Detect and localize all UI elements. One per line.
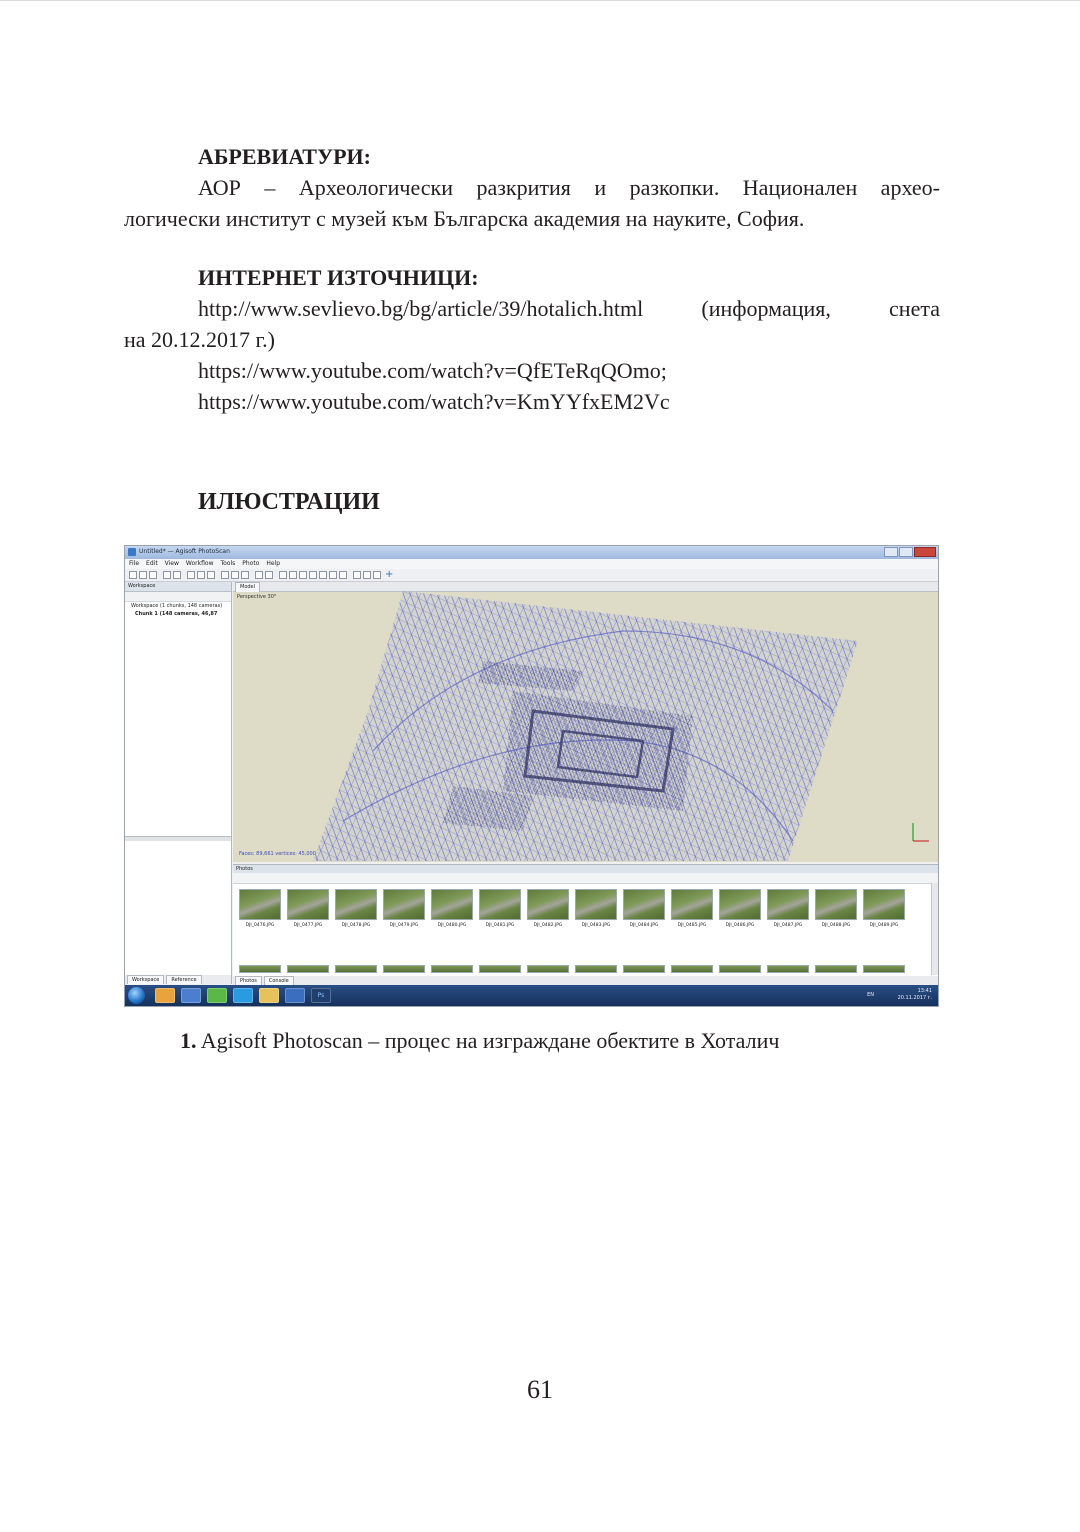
save-icon[interactable] (149, 571, 157, 579)
photo-thumbnail[interactable] (767, 889, 809, 920)
internet-sources-heading: ИНТЕРНЕТ ИЗТОЧНИЦИ: (198, 265, 479, 290)
menu-view[interactable]: View (164, 560, 179, 567)
menu-edit[interactable]: Edit (146, 560, 158, 567)
menu-help[interactable]: Help (266, 560, 281, 567)
photo-thumbnail-row2[interactable] (863, 965, 905, 973)
internet-source-line-3: https://www.youtube.com/watch?v=QfETeRqQOmo; (198, 358, 667, 383)
workspace-panel (125, 582, 232, 984)
photo-label: DJI_0488.JPG (821, 923, 851, 928)
rotate-icon[interactable] (221, 571, 229, 579)
photo-thumbnail-row2[interactable] (767, 965, 809, 973)
figure-number: 1. (180, 1028, 197, 1053)
internet-source-line-2: на 20.12.2017 г.) (124, 327, 275, 352)
tab-reference[interactable]: Reference (166, 975, 201, 984)
photo-label: DJI_0487.JPG (773, 923, 803, 928)
tab-model[interactable]: Model (235, 582, 260, 592)
photo-thumbnail-row2[interactable] (815, 965, 857, 973)
photo-label: DJI_0479.JPG (389, 923, 419, 928)
workspace-scrollbar[interactable] (125, 836, 231, 841)
figure-caption (180, 1026, 779, 1056)
maximize-button[interactable] (899, 547, 913, 557)
photoscan-taskbar-icon[interactable] (285, 988, 305, 1003)
menu-photo[interactable]: Photo (242, 560, 260, 567)
model-viewport[interactable] (233, 582, 938, 862)
photo-label: DJI_0478.JPG (341, 923, 371, 928)
photo-thumbnail-row2[interactable] (527, 965, 569, 973)
photo-thumbnail[interactable] (383, 889, 425, 920)
minimize-button[interactable] (884, 547, 898, 557)
photo-label: DJI_0480.JPG (437, 923, 467, 928)
start-button-icon[interactable] (128, 987, 145, 1004)
reset-view-icon[interactable] (363, 571, 371, 579)
new-icon[interactable] (129, 571, 137, 579)
plus-icon[interactable]: + (385, 569, 394, 580)
workspace-header: Workspace (125, 582, 231, 592)
abbreviations-heading: АБРЕВИАТУРИ: (198, 144, 371, 169)
photo-thumbnail-row2[interactable] (335, 965, 377, 973)
photos-toolbar (233, 873, 938, 884)
photo-label: DJI_0486.JPG (725, 923, 755, 928)
wireframe-icon[interactable] (319, 571, 327, 579)
internet-source-line-4: https://www.youtube.com/watch?v=KmYYfxEM2Vc (198, 389, 670, 414)
photo-thumbnail[interactable] (335, 889, 377, 920)
redo-icon[interactable] (173, 571, 181, 579)
photo-thumbnail-row2[interactable] (287, 965, 329, 973)
photo-thumbnail[interactable] (815, 889, 857, 920)
open-icon[interactable] (139, 571, 147, 579)
clock-date: 20.11.2017 г. (897, 995, 932, 1001)
photo-thumbnail-row2[interactable] (671, 965, 713, 973)
crop-icon[interactable] (265, 571, 273, 579)
photo-label: DJI_0482.JPG (533, 923, 563, 928)
abbreviations-line-1: АОР – Археологически разкрития и разкопки. Национален архео- (198, 175, 940, 200)
clock-time: 13:41 (917, 988, 932, 994)
word-icon[interactable] (181, 988, 201, 1003)
menu-bar (125, 559, 938, 569)
workspace-toolbar (125, 592, 231, 602)
photo-thumbnail-row2[interactable] (719, 965, 761, 973)
photo-label: DJI_0477.JPG (293, 923, 323, 928)
axis-gizmo-icon (913, 823, 929, 841)
photo-label: DJI_0489.JPG (869, 923, 899, 928)
mesh-stats: Faces: 89,661 vertices: 45,000 (239, 851, 316, 857)
photo-thumbnail[interactable] (623, 889, 665, 920)
photo-thumbnail-row2[interactable] (431, 965, 473, 973)
photo-thumbnail[interactable] (239, 889, 281, 920)
menu-tools[interactable]: Tools (220, 560, 236, 567)
photo-thumbnail[interactable] (671, 889, 713, 920)
markers-icon[interactable] (373, 571, 381, 579)
photo-label: DJI_0485.JPG (677, 923, 707, 928)
explorer-icon[interactable] (259, 988, 279, 1003)
move-icon[interactable] (231, 571, 239, 579)
window-title: Untitled* — Agisoft PhotoScan (139, 548, 230, 555)
tab-console[interactable]: Console (264, 976, 294, 985)
main-toolbar (125, 569, 938, 582)
perspective-label: Perspective 30° (237, 594, 277, 600)
language-indicator[interactable]: EN (867, 992, 874, 998)
windows-taskbar (125, 985, 938, 1006)
photos-scrollbar[interactable] (931, 883, 938, 975)
photo-thumbnail-row2[interactable] (623, 965, 665, 973)
photo-thumbnail[interactable] (431, 889, 473, 920)
illustrations-heading: ИЛЮСТРАЦИИ (198, 489, 380, 515)
tab-photos[interactable]: Photos (235, 976, 262, 985)
photo-label: DJI_0476.JPG (245, 923, 275, 928)
figure-caption-text: Agisoft Photoscan – процес на изграждане обектите в Хоталич (196, 1028, 780, 1053)
page-top-rule (0, 0, 1080, 1)
photo-label: DJI_0484.JPG (629, 923, 659, 928)
photo-thumbnail[interactable] (479, 889, 521, 920)
textured-icon[interactable] (329, 571, 337, 579)
page-number: 61 (527, 1375, 553, 1404)
circle-select-icon[interactable] (207, 571, 215, 579)
photo-thumbnail[interactable] (863, 889, 905, 920)
photo-thumbnail[interactable] (527, 889, 569, 920)
navigation-icon[interactable] (187, 571, 195, 579)
internet-source-line-1: http://www.sevlievo.bg/bg/article/39/hotalich.html (информация, снета (198, 296, 940, 321)
close-button[interactable] (914, 547, 936, 557)
photo-label: DJI_0483.JPG (581, 923, 611, 928)
rect-select-icon[interactable] (197, 571, 205, 579)
app-icon (128, 548, 136, 556)
photo-thumbnail-row2[interactable] (239, 965, 281, 973)
window-titlebar (125, 546, 938, 559)
menu-workflow[interactable]: Workflow (185, 560, 214, 567)
photo-label: DJI_0481.JPG (485, 923, 515, 928)
photo-thumbnail[interactable] (575, 889, 617, 920)
system-clock[interactable] (898, 988, 932, 1002)
chunk-item[interactable]: Chunk 1 (148 cameras, 46,87 (135, 611, 218, 617)
shaded-icon[interactable] (299, 571, 307, 579)
tiled-model-icon[interactable] (339, 571, 347, 579)
utorrent-icon[interactable] (207, 988, 227, 1003)
photo-thumbnail[interactable] (287, 889, 329, 920)
wireframe-mesh (233, 591, 938, 862)
scale-icon[interactable] (241, 571, 249, 579)
photo-thumbnail-row2[interactable] (383, 965, 425, 973)
photos-header: Photos (233, 865, 938, 873)
cameras-icon[interactable] (353, 571, 361, 579)
undo-icon[interactable] (163, 571, 171, 579)
solid-icon[interactable] (309, 571, 317, 579)
workspace-root-item[interactable]: Workspace (1 chunks, 148 cameras) (131, 603, 223, 609)
dense-cloud-icon[interactable] (289, 571, 297, 579)
tab-workspace[interactable]: Workspace (127, 975, 164, 984)
photo-thumbnail[interactable] (719, 889, 761, 920)
photo-thumbnail-row2[interactable] (575, 965, 617, 973)
point-cloud-icon[interactable] (279, 571, 287, 579)
photo-thumbnail-row2[interactable] (479, 965, 521, 973)
chrome-icon[interactable] (155, 988, 175, 1003)
abbreviations-line-2: логически институт с музей към Българска академия на науките, София. (124, 206, 805, 231)
photoshop-icon[interactable]: Ps (311, 988, 331, 1003)
photoscan-screenshot-figure (124, 545, 939, 1007)
photos-pane (233, 864, 938, 985)
menu-file[interactable]: File (129, 560, 140, 567)
delete-icon[interactable] (255, 571, 263, 579)
skype-icon[interactable] (233, 988, 253, 1003)
